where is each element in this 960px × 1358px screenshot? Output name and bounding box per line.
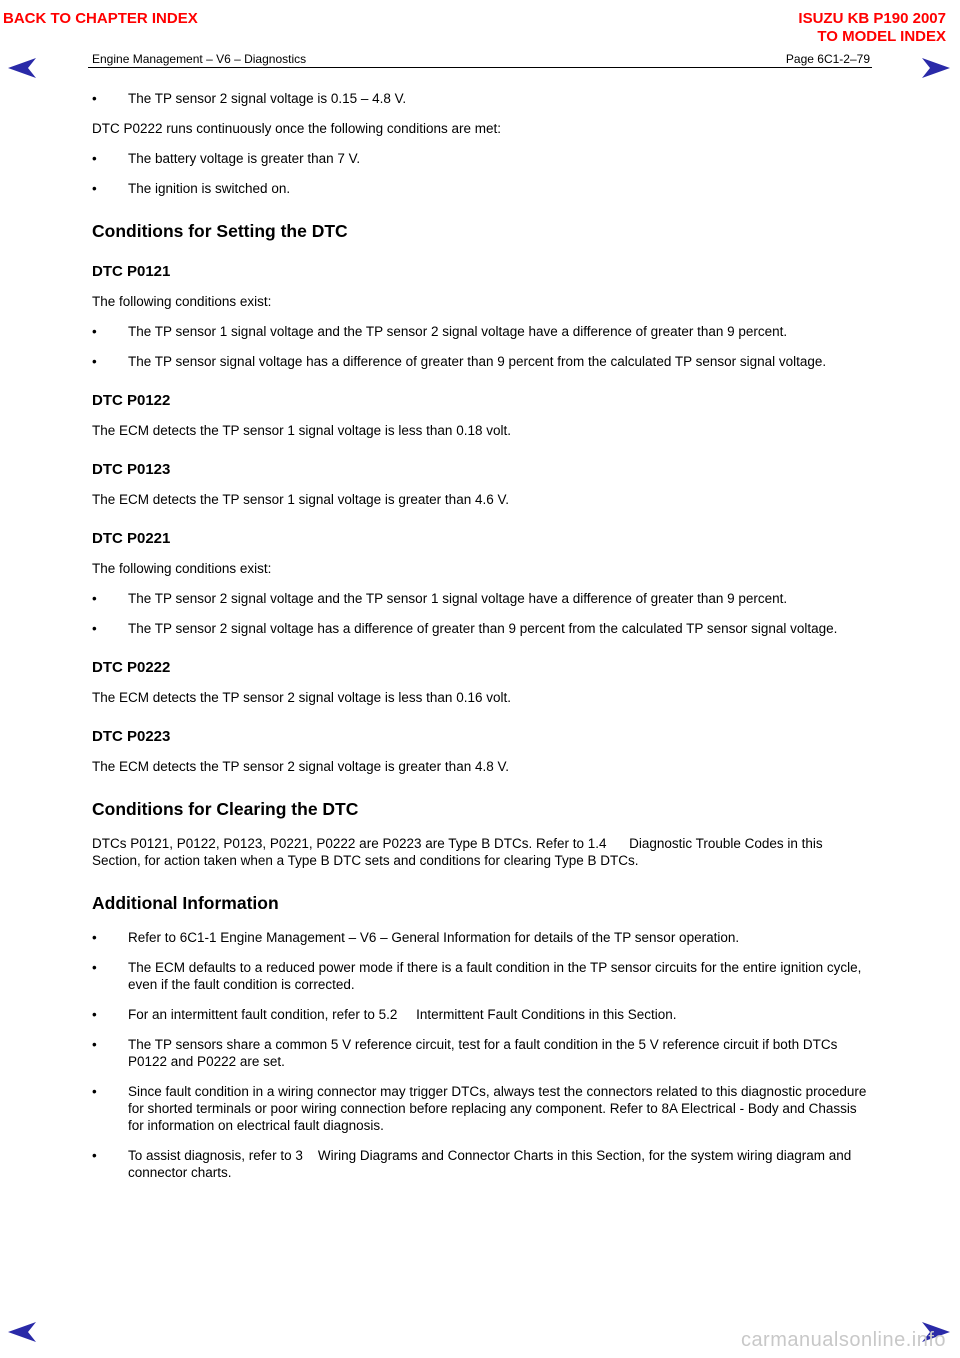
list-item: • The TP sensor 2 signal voltage has a difference of greater than 9 percent from the calculated TP sensor signal voltage. (92, 621, 838, 636)
list-item: • The TP sensor 2 signal voltage and the TP sensor 1 signal voltage have a difference of greater than 9 percent. (92, 591, 788, 606)
list-item: • Refer to 6C1-1 Engine Management – V6 – General Information for details of the TP sensor operation. (92, 930, 740, 945)
dtc-heading-p0221: DTC P0221 (92, 530, 171, 547)
list-item: • The ECM defaults to a reduced power mode if there is a fault condition in the TP sensor circuits for the entire ignition cycle, even if the fault condition is corrected. (92, 960, 862, 992)
dtc-heading-p0122: DTC P0122 (92, 392, 171, 409)
list-item: • For an intermittent fault condition, refer to 5.2 Intermittent Fault Conditions in this Section. (92, 1007, 677, 1022)
bullet-icon: • (92, 1084, 97, 1099)
list-item: • The ignition is switched on. (92, 181, 291, 196)
bullet-icon: • (92, 181, 97, 196)
list-item: • The battery voltage is greater than 7 V. (92, 151, 361, 166)
bullet-icon: • (92, 1148, 97, 1163)
dtc-heading-p0222: DTC P0222 (92, 659, 171, 676)
paragraph: The ECM detects the TP sensor 1 signal voltage is greater than 4.6 V. (92, 492, 509, 507)
list-item: • Since fault condition in a wiring connector may trigger DTCs, always test the connectors related to this diagnostic procedure for shorted terminals or poor wiring connection before replacing any component. Refer to 8A Electrical - Body and Chassis for information on electrical fault diagnosis. (92, 1084, 867, 1133)
bullet-icon: • (92, 324, 97, 339)
section-heading-clearing: Conditions for Clearing the DTC (92, 799, 359, 819)
dtc-heading-p0121: DTC P0121 (92, 263, 171, 280)
header-divider (88, 67, 872, 68)
previous-page-arrow-icon[interactable] (8, 58, 36, 78)
paragraph: The ECM detects the TP sensor 2 signal voltage is less than 0.16 volt. (92, 690, 511, 705)
previous-page-arrow-icon[interactable] (8, 1322, 36, 1342)
page-content (92, 90, 868, 1194)
list-item: • To assist diagnosis, refer to 3 Wiring Diagrams and Connector Charts in this Section, for the system wiring diagram and connector charts. (92, 1148, 856, 1180)
next-page-arrow-icon[interactable] (922, 58, 950, 78)
runs-paragraph: DTC P0222 runs continuously once the following conditions are met: (92, 121, 501, 136)
bullet-icon: • (92, 960, 97, 975)
clearing-paragraph: DTCs P0121, P0122, P0123, P0221, P0222 are P0223 are Type B DTCs. Refer to 1.4 Diagnostic Trouble Codes in this Section, for action taken when a Type B DTC sets and conditions for clearing Type B DTCs. (92, 836, 827, 868)
dtc-heading-p0123: DTC P0123 (92, 461, 171, 478)
bullet-icon: • (92, 151, 97, 166)
model-title[interactable]: ISUZU KB P190 2007 (798, 10, 946, 27)
paragraph: The ECM detects the TP sensor 1 signal voltage is less than 0.18 volt. (92, 423, 511, 438)
model-index-link[interactable] (798, 10, 946, 46)
bullet-icon: • (92, 1007, 97, 1022)
to-model-index[interactable]: TO MODEL INDEX (817, 28, 946, 45)
list-item: • The TP sensor 2 signal voltage is 0.15 – 4.8 V. (92, 91, 407, 106)
back-to-chapter-index-link[interactable]: BACK TO CHAPTER INDEX (3, 10, 198, 27)
list-item: • The TP sensor signal voltage has a difference of greater than 9 percent from the calculated TP sensor signal voltage. (92, 354, 827, 369)
list-item: • The TP sensors share a common 5 V reference circuit, test for a fault condition in the 5 V reference circuit if both DTCs P0122 and P0222 are set. (92, 1037, 838, 1069)
section-heading-setting: Conditions for Setting the DTC (92, 221, 348, 241)
watermark: carmanualsonline.info (740, 1329, 946, 1351)
bullet-icon: • (92, 930, 97, 945)
paragraph: The following conditions exist: (92, 294, 272, 309)
bullet-icon: • (92, 621, 97, 636)
bullet-icon: • (92, 354, 97, 369)
paragraph: The following conditions exist: (92, 561, 272, 576)
paragraph: The ECM detects the TP sensor 2 signal voltage is greater than 4.8 V. (92, 759, 509, 774)
bullet-icon: • (92, 1037, 97, 1052)
header-title: Engine Management – V6 – Diagnostics (92, 52, 307, 66)
bullet-icon: • (92, 91, 97, 106)
section-heading-additional: Additional Information (92, 893, 279, 913)
bullet-icon: • (92, 591, 97, 606)
page-number: Page 6C1-2–79 (785, 52, 870, 66)
dtc-heading-p0223: DTC P0223 (92, 728, 171, 745)
list-item: • The TP sensor 1 signal voltage and the TP sensor 2 signal voltage have a difference of greater than 9 percent. (92, 324, 788, 339)
